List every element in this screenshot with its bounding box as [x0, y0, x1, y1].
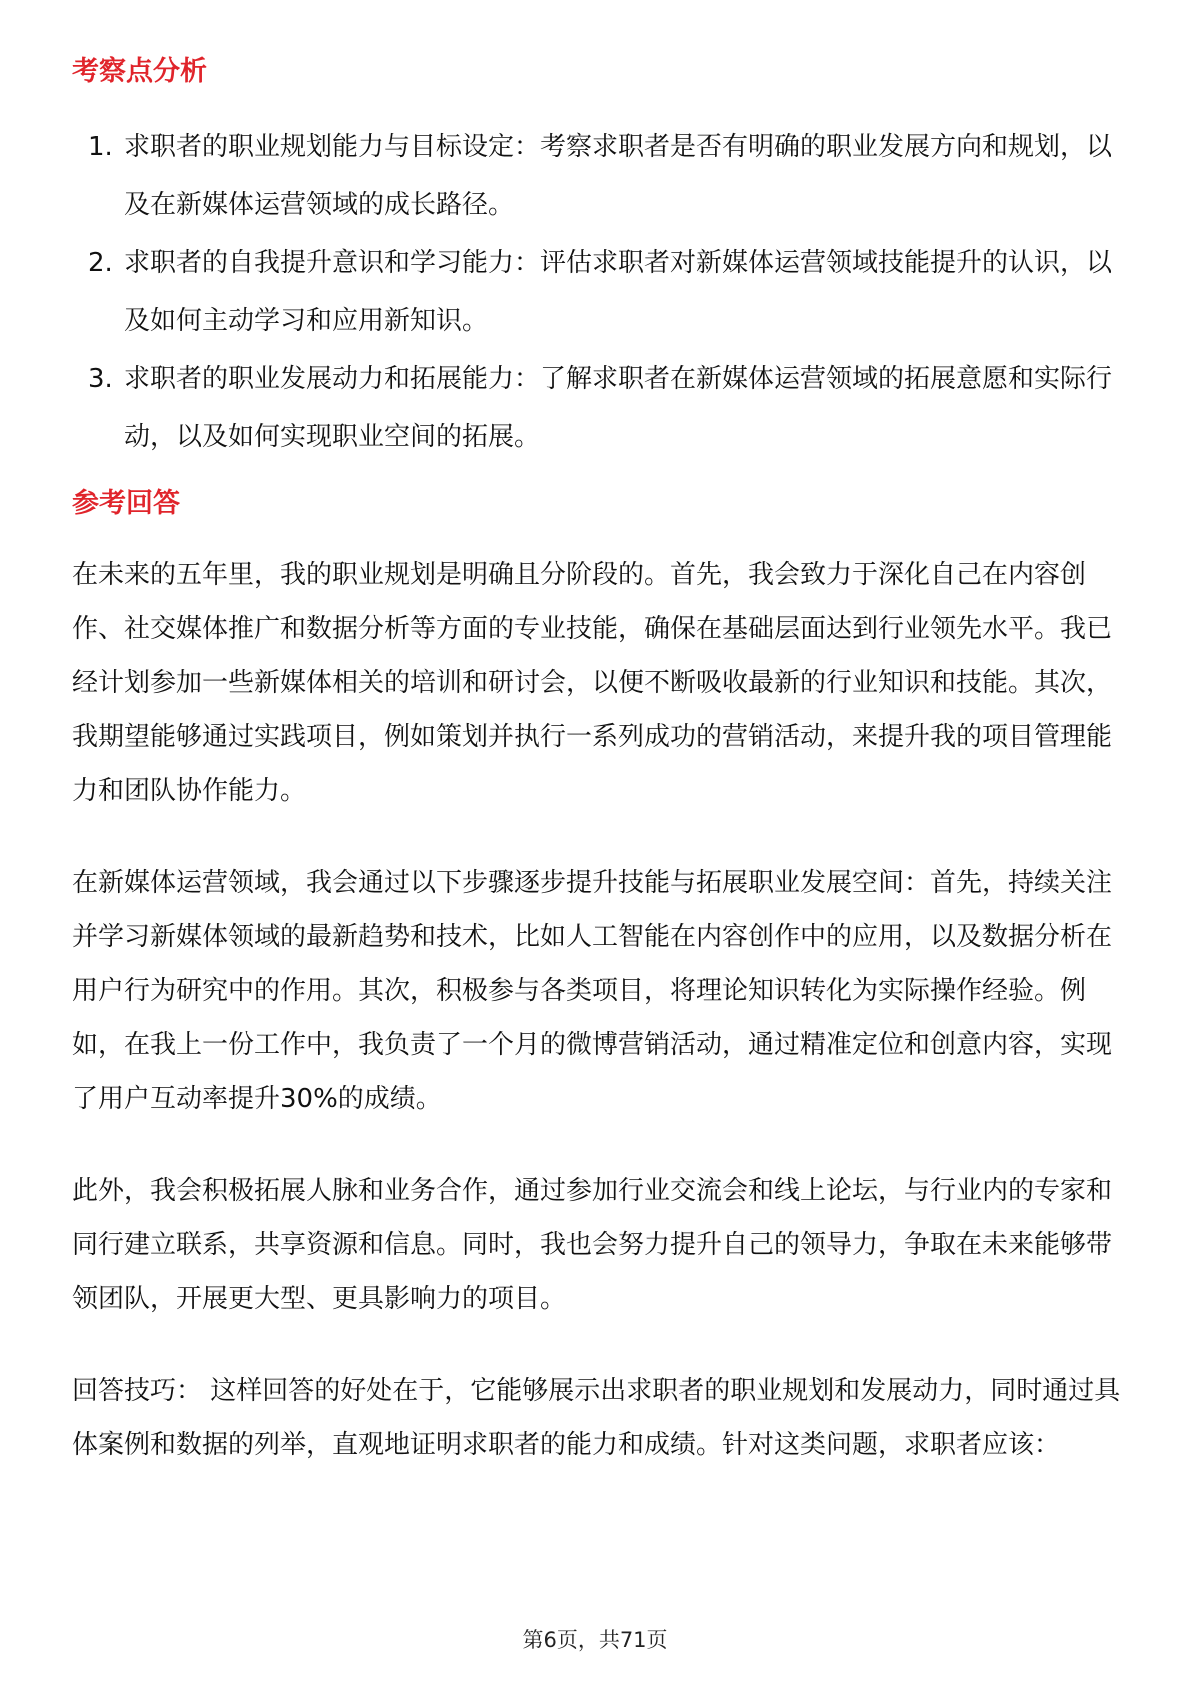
list-item-number: 3. — [88, 364, 113, 394]
page-number-footer: 第6页，共71页 — [522, 1628, 668, 1652]
analysis-heading: 考察点分析 — [72, 56, 207, 87]
list-item-text: 求职者的职业规划能力与目标设定：考察求职者是否有明确的职业发展方向和规划，以及在新媒体运营领域的成长路径。 — [124, 132, 1113, 220]
list-item — [72, 350, 1122, 466]
list-item-text: 求职者的职业发展动力和拓展能力：了解求职者在新媒体运营领域的拓展意愿和实际行动，以及如何实现职业空间的拓展。 — [124, 364, 1113, 452]
answer-heading: 参考回答 — [72, 488, 180, 519]
answer-paragraph: 此外，我会积极拓展人脉和业务合作，通过参加行业交流会和线上论坛，与行业内的专家和同行建立联系，共享资源和信息。同时，我也会努力提升自己的领导力，争取在未来能够带领团队，开展更大型、更具影响力的项目。 — [72, 1176, 1113, 1314]
answer-tips-paragraph: 回答技巧： 这样回答的好处在于，它能够展示出求职者的职业规划和发展动力，同时通过具体案例和数据的列举，直观地证明求职者的能力和成绩。针对这类问题，求职者应该： — [72, 1376, 1121, 1460]
list-item-text: 求职者的自我提升意识和学习能力：评估求职者对新媒体运营领域技能提升的认识，以及如何主动学习和应用新知识。 — [124, 248, 1113, 336]
list-item — [72, 234, 1122, 350]
answer-paragraph: 在未来的五年里，我的职业规划是明确且分阶段的。首先，我会致力于深化自己在内容创作、社交媒体推广和数据分析等方面的专业技能，确保在基础层面达到行业领先水平。我已经计划参加一些新媒体相关的培训和研讨会，以便不断吸收最新的行业知识和技能。其次，我期望能够通过实践项目，例如策划并执行一系列成功的营销活动，来提升我的项目管理能力和团队协作能力。 — [72, 560, 1113, 806]
list-item-number: 1. — [88, 132, 113, 162]
list-item — [72, 118, 1122, 234]
list-item-number: 2. — [88, 248, 113, 278]
analysis-points-list — [72, 118, 1122, 466]
answer-paragraph: 在新媒体运营领域，我会通过以下步骤逐步提升技能与拓展职业发展空间：首先，持续关注并学习新媒体领域的最新趋势和技术，比如人工智能在内容创作中的应用，以及数据分析在用户行为研究中的作用。其次，积极参与各类项目，将理论知识转化为实际操作经验。例如，在我上一份工作中，我负责了一个月的微博营销活动，通过精准定位和创意内容，实现了用户互动率提升30%的成绩。 — [72, 868, 1113, 1114]
page-content — [72, 48, 1122, 1472]
